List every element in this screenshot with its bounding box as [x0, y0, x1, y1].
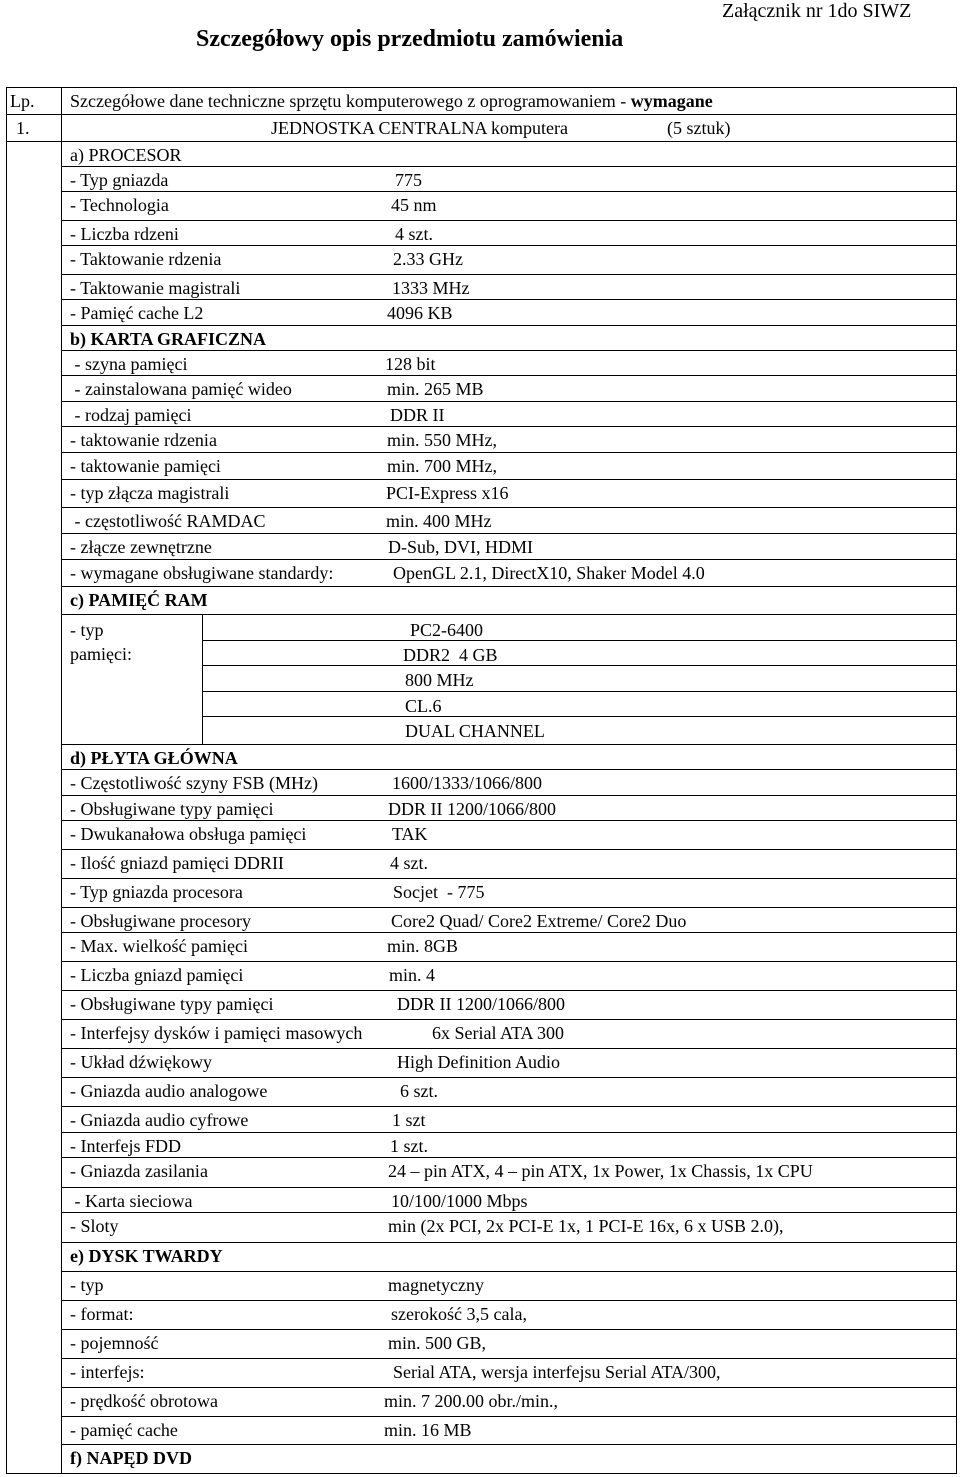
row-divider: [62, 166, 957, 167]
spec-value: 128 bit: [385, 354, 436, 374]
ram-label-memory: pamięci:: [70, 644, 132, 664]
row-divider: [62, 533, 957, 534]
spec-label: - rodzaj pamięci: [70, 405, 192, 425]
spec-label: - Taktowanie rdzenia: [70, 249, 222, 269]
spec-label: - format:: [70, 1304, 134, 1324]
spec-label: a) PROCESOR: [70, 145, 182, 165]
spec-value: TAK: [392, 824, 428, 844]
ram-inner-divider: [202, 614, 203, 744]
spec-value: min. 7 200.00 obr./min.,: [384, 1391, 559, 1411]
spec-label: c) PAMIĘĆ RAM: [70, 590, 208, 610]
row-divider: [62, 1019, 957, 1020]
spec-label: - Dwukanałowa obsługa pamięci: [70, 824, 307, 844]
spec-label: - Obsługiwane typy pamięci: [70, 994, 274, 1014]
row-divider: [62, 1132, 957, 1133]
row-divider: [62, 1048, 957, 1049]
spec-value: DDR II: [390, 405, 445, 425]
spec-label: d) PŁYTA GŁÓWNA: [70, 748, 238, 768]
spec-label: - Liczba gniazd pamięci: [70, 965, 244, 985]
spec-value: 1 szt: [392, 1110, 426, 1130]
row-divider: [62, 1387, 957, 1388]
spec-value: min. 400 MHz: [386, 511, 492, 531]
spec-label: - Pamięć cache L2: [70, 303, 204, 323]
table-top-border: [6, 87, 957, 88]
ram-label-type: - typ: [70, 620, 104, 640]
row-divider: [62, 1271, 957, 1272]
row-divider: [6, 114, 957, 115]
row-divider: [62, 559, 957, 560]
spec-label: - prędkość obrotowa: [70, 1391, 218, 1411]
spec-value: PCI-Express x16: [386, 483, 509, 503]
description-header: [70, 90, 713, 112]
spec-value: 1 szt.: [390, 1136, 428, 1156]
spec-label: - złącze zewnętrzne: [70, 537, 212, 557]
ram-spec-value: PC2-6400: [410, 620, 484, 640]
table-left-border: [6, 87, 7, 1474]
spec-label: - interfejs:: [70, 1362, 145, 1382]
row-divider: [62, 245, 957, 246]
description-header-required: wymagane: [630, 91, 713, 111]
spec-value: 6x Serial ATA 300: [432, 1023, 565, 1043]
row-divider: [62, 586, 957, 587]
spec-label: - szyna pamięci: [70, 354, 188, 374]
spec-value: 6 szt.: [400, 1081, 438, 1101]
spec-label: - Gniazda audio analogowe: [70, 1081, 268, 1101]
row-divider: [62, 961, 957, 962]
row-divider: [62, 191, 957, 192]
spec-label: - Obsługiwane procesory: [70, 911, 251, 931]
row-divider: [62, 401, 957, 402]
spec-value: 775: [395, 170, 422, 190]
document-title: Szczegółowy opis przedmiotu zamówienia: [196, 26, 624, 52]
spec-value: szerokość 3,5 cala,: [391, 1304, 527, 1324]
spec-value: 4 szt.: [390, 853, 428, 873]
spec-value: 1600/1333/1066/800: [392, 773, 543, 793]
table-right-border: [956, 87, 957, 1474]
row-divider: [62, 878, 957, 879]
ram-spec-value: DDR2 4 GB: [403, 645, 498, 665]
spec-value: min. 500 GB,: [388, 1333, 487, 1353]
spec-label: - Ilość gniazd pamięci DDRII: [70, 853, 284, 873]
spec-value: 10/100/1000 Mbps: [391, 1191, 528, 1211]
row-divider: [62, 274, 957, 275]
row-divider: [62, 220, 957, 221]
row-divider: [62, 769, 957, 770]
spec-label: - pojemność: [70, 1333, 159, 1353]
spec-label: b) KARTA GRAFICZNA: [70, 329, 267, 349]
spec-value: Core2 Quad/ Core2 Extreme/ Core2 Duo: [391, 911, 687, 931]
ram-spec-value: 800 MHz: [405, 670, 474, 690]
row-divider: [62, 452, 957, 453]
spec-label: - Technologia: [70, 195, 169, 215]
spec-label: - Układ dźwiękowy: [70, 1052, 212, 1072]
spec-value: OpenGL 2.1, DirectX10, Shaker Model 4.0: [393, 563, 705, 583]
row-divider: [202, 640, 957, 641]
row-divider: [62, 1106, 957, 1107]
spec-value: min. 265 MB: [387, 379, 484, 399]
spec-value: min. 700 MHz,: [387, 456, 497, 476]
spec-label: - Liczba rdzeni: [70, 224, 179, 244]
spec-value: High Definition Audio: [397, 1052, 560, 1072]
row-divider: [62, 1358, 957, 1359]
row-divider: [62, 744, 957, 745]
table-bottom-border: [6, 1473, 957, 1474]
row-divider: [62, 1444, 957, 1445]
row-divider: [202, 665, 957, 666]
spec-value: 2.33 GHz: [393, 249, 463, 269]
row-divider: [62, 479, 957, 480]
spec-label: - Gniazda audio cyfrowe: [70, 1110, 249, 1130]
spec-label: - Typ gniazda: [70, 170, 169, 190]
spec-value: min. 8GB: [387, 936, 459, 956]
spec-value: Socjet - 775: [393, 882, 485, 902]
spec-value: min (2x PCI, 2x PCI-E 1x, 1 PCI-E 16x, 6 x USB 2.0),: [388, 1216, 784, 1236]
lp-header: Lp.: [10, 91, 35, 111]
row-divider: [62, 614, 957, 615]
table-column-divider: [61, 87, 62, 1474]
row-divider: [62, 907, 957, 908]
spec-label: - Obsługiwane typy pamięci: [70, 799, 274, 819]
spec-label: e) DYSK TWARDY: [70, 1246, 223, 1266]
row-divider: [62, 1187, 957, 1188]
spec-value: D-Sub, DVI, HDMI: [388, 537, 533, 557]
spec-label: - wymagane obsługiwane standardy:: [70, 563, 334, 583]
row-divider: [62, 426, 957, 427]
spec-label: - zainstalowana pamięć wideo: [70, 379, 292, 399]
row-divider: [62, 849, 957, 850]
spec-label: - taktowanie pamięci: [70, 456, 221, 476]
item-number: 1.: [16, 118, 30, 138]
spec-value: 4096 KB: [387, 303, 453, 323]
row-divider: [62, 1157, 957, 1158]
row-divider: [62, 1300, 957, 1301]
spec-label: - Typ gniazda procesora: [70, 882, 243, 902]
row-divider: [62, 1416, 957, 1417]
row-divider: [62, 1329, 957, 1330]
spec-label: - Gniazda zasilania: [70, 1161, 208, 1181]
ram-spec-value: DUAL CHANNEL: [405, 721, 545, 741]
row-divider: [202, 716, 957, 717]
row-divider: [62, 299, 957, 300]
row-divider: [202, 691, 957, 692]
row-divider: [62, 325, 957, 326]
spec-label: - Karta sieciowa: [70, 1191, 193, 1211]
row-divider: [62, 1077, 957, 1078]
row-divider: [62, 1242, 957, 1243]
spec-value: 24 – pin ATX, 4 – pin ATX, 1x Power, 1x Chassis, 1x CPU: [388, 1161, 813, 1181]
spec-value: 45 nm: [391, 195, 437, 215]
row-divider: [62, 820, 957, 821]
spec-label: f) NAPĘD DVD: [70, 1448, 192, 1468]
annex-label: Załącznik nr 1do SIWZ: [722, 0, 912, 22]
spec-label: - taktowanie rdzenia: [70, 430, 217, 450]
spec-value: min. 16 MB: [384, 1420, 472, 1440]
row-divider: [62, 795, 957, 796]
spec-value: Serial ATA, wersja interfejsu Serial ATA/300,: [393, 1362, 721, 1382]
spec-value: DDR II 1200/1066/800: [388, 799, 556, 819]
spec-label: - Interfejs FDD: [70, 1136, 181, 1156]
spec-label: - Max. wielkość pamięci: [70, 936, 248, 956]
item-title: JEDNOSTKA CENTRALNA komputera: [271, 118, 568, 138]
item-quantity: (5 sztuk): [667, 118, 731, 138]
spec-value: min. 4: [389, 965, 436, 985]
spec-value: 4 szt.: [395, 224, 433, 244]
row-divider: [62, 507, 957, 508]
row-divider: [62, 141, 957, 142]
spec-value: min. 550 MHz,: [387, 430, 497, 450]
spec-label: - częstotliwość RAMDAC: [70, 511, 266, 531]
spec-value: DDR II 1200/1066/800: [397, 994, 565, 1014]
spec-label: - Taktowanie magistrali: [70, 278, 241, 298]
row-divider: [62, 375, 957, 376]
spec-value: 1333 MHz: [392, 278, 470, 298]
spec-label: - Interfejsy dysków i pamięci masowych: [70, 1023, 363, 1043]
spec-label: - Częstotliwość szyny FSB (MHz): [70, 773, 318, 793]
ram-spec-value: CL.6: [405, 696, 442, 716]
row-divider: [62, 350, 957, 351]
spec-label: - typ: [70, 1275, 104, 1295]
spec-label: - Sloty: [70, 1216, 119, 1236]
spec-value: magnetyczny: [388, 1275, 484, 1295]
row-divider: [62, 932, 957, 933]
spec-label: - pamięć cache: [70, 1420, 178, 1440]
spec-label: - typ złącza magistrali: [70, 483, 230, 503]
row-divider: [62, 990, 957, 991]
row-divider: [62, 1212, 957, 1213]
description-header-text: Szczegółowe dane techniczne sprzętu komputerowego z oprogramowaniem -: [70, 91, 631, 111]
